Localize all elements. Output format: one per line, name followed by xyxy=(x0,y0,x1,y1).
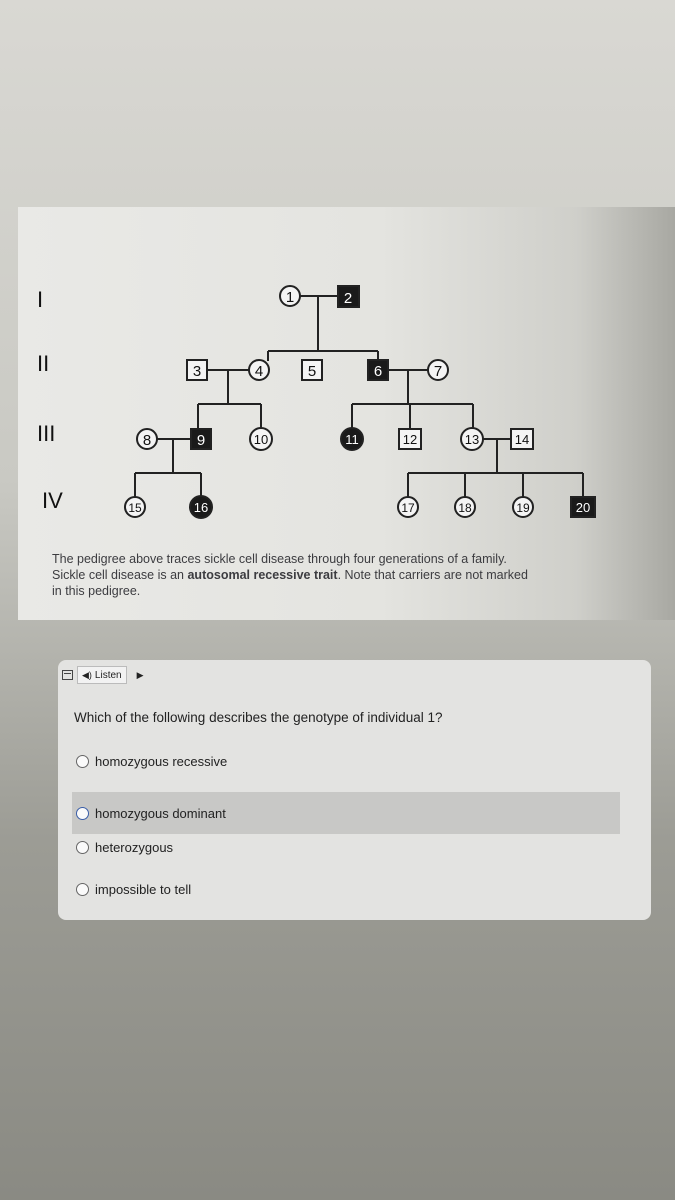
option-label: homozygous recessive xyxy=(95,753,228,769)
option-homozygous-dominant[interactable] xyxy=(72,792,620,834)
question-text: Which of the following describes the genotype of individual 1? xyxy=(74,710,443,725)
individual-20-label: 20 xyxy=(575,500,591,515)
menu-icon[interactable] xyxy=(62,670,73,680)
individual-7-label: 7 xyxy=(433,363,443,380)
caption-line-2a: Sickle cell disease is an xyxy=(52,568,188,582)
generation-label-II: II xyxy=(37,351,50,376)
option-label: heterozygous xyxy=(95,839,174,855)
individual-4-label: 4 xyxy=(254,363,264,380)
listen-toolbar xyxy=(62,666,162,684)
individual-8-label: 8 xyxy=(142,432,152,449)
individual-3-label: 3 xyxy=(192,363,202,380)
individual-12-label: 12 xyxy=(402,432,418,447)
individual-16-label: 16 xyxy=(193,500,209,515)
individual-17-label: 17 xyxy=(401,501,415,515)
caption-line-1: The pedigree above traces sickle cell disease through four generations of a family. xyxy=(52,552,507,566)
option-label: impossible to tell xyxy=(95,881,192,897)
option-impossible-to-tell[interactable] xyxy=(76,876,191,902)
individual-9-label: 9 xyxy=(196,432,206,449)
individual-5-label: 5 xyxy=(307,363,317,380)
pedigree-chart xyxy=(18,207,675,537)
caption-line-2c: . Note that carriers are not marked xyxy=(337,568,528,582)
caption-line-3: in this pedigree. xyxy=(52,584,141,598)
individual-2-label: 2 xyxy=(343,290,353,307)
speaker-icon: ◀) xyxy=(82,669,92,680)
option-homozygous-recessive[interactable] xyxy=(76,748,227,774)
radio-icon[interactable] xyxy=(76,755,89,768)
individual-15-label: 15 xyxy=(128,501,142,515)
question-card xyxy=(58,660,651,920)
radio-icon[interactable] xyxy=(76,807,89,820)
individual-1-label: 1 xyxy=(285,289,295,306)
option-heterozygous[interactable] xyxy=(76,834,173,860)
individual-6-label: 6 xyxy=(373,363,383,380)
radio-icon[interactable] xyxy=(76,841,89,854)
play-icon[interactable]: ▶ xyxy=(136,669,144,680)
individual-14-label: 14 xyxy=(514,432,530,447)
individual-19-label: 19 xyxy=(516,501,530,515)
generation-label-I: I xyxy=(37,287,44,312)
individual-11-label: 11 xyxy=(345,432,359,447)
pedigree-caption xyxy=(52,551,612,599)
generation-label-III: III xyxy=(37,421,56,446)
listen-button[interactable] xyxy=(77,666,127,684)
radio-icon[interactable] xyxy=(76,883,89,896)
individual-13-label: 13 xyxy=(464,432,480,447)
pedigree-figure xyxy=(18,207,675,620)
individual-18-label: 18 xyxy=(458,501,472,515)
individual-10-label: 10 xyxy=(253,432,269,447)
caption-emphasis: autosomal recessive trait xyxy=(187,568,338,582)
generation-label-IV: IV xyxy=(42,488,63,513)
option-label: homozygous dominant xyxy=(95,805,226,821)
listen-label: Listen xyxy=(94,669,122,681)
